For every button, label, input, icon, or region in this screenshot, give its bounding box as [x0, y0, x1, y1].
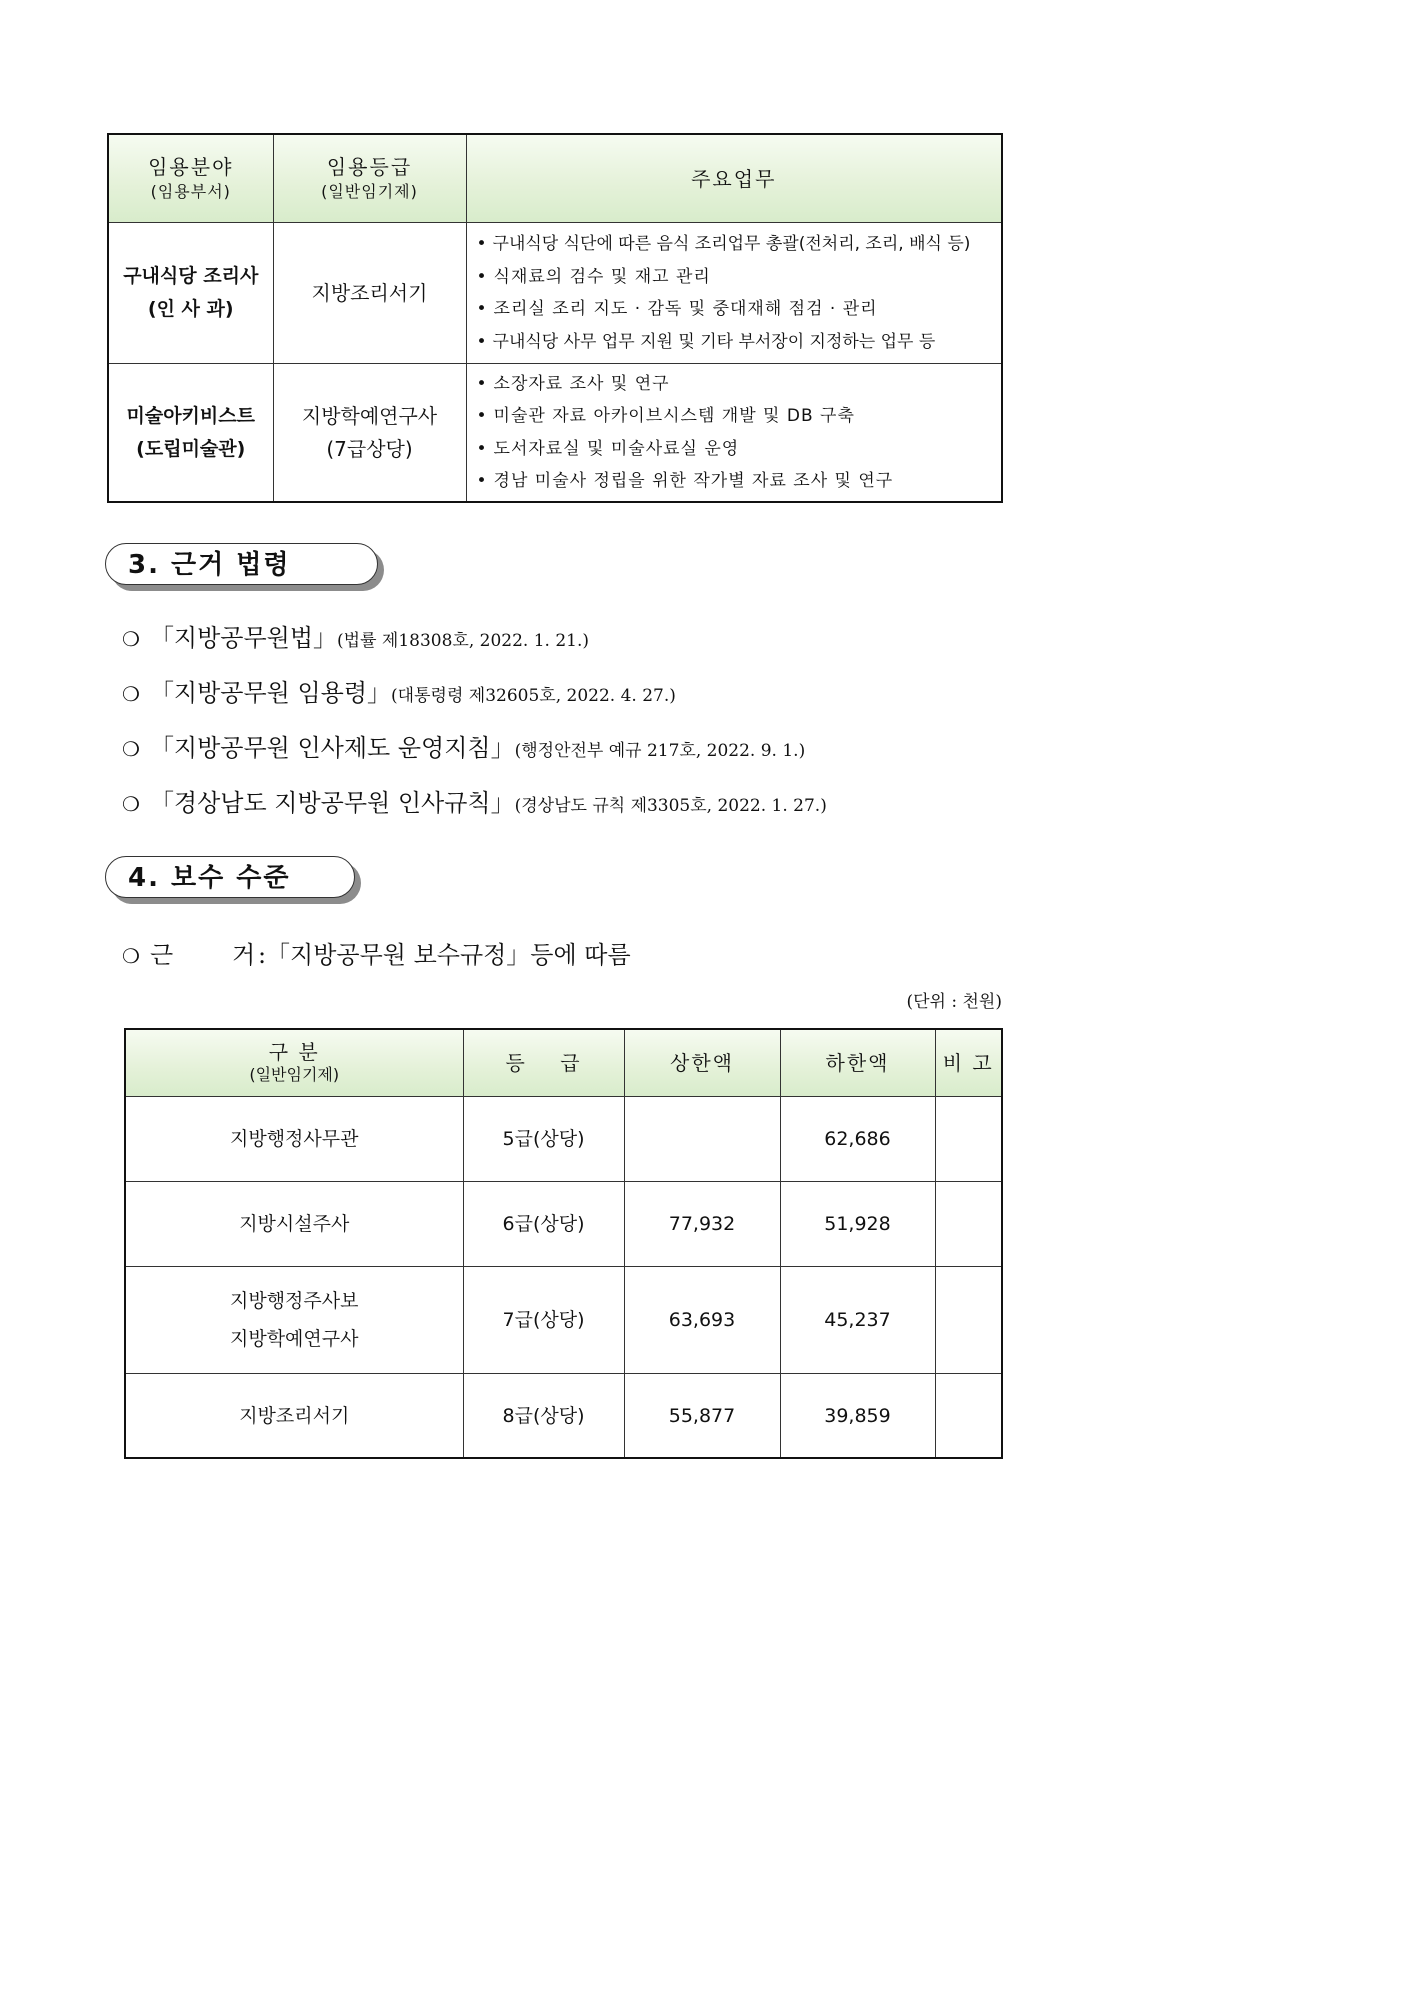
header-note-label: 비 고	[942, 1051, 994, 1075]
position-grade: 지방조리서기	[311, 280, 428, 305]
basis-label-b: 거	[231, 941, 256, 969]
table-row	[125, 1097, 1002, 1182]
pay-table	[124, 1028, 1003, 1459]
pay-basis	[122, 935, 631, 970]
header-duties-label: 주요업무	[691, 166, 777, 191]
upper-cell: 77,932	[624, 1182, 780, 1267]
header-grade-sub: (일반임기제)	[321, 181, 418, 201]
law-name: 「지방공무원 인사제도 운영지침」	[149, 734, 515, 762]
table-row	[108, 364, 1002, 503]
header-upper	[624, 1029, 780, 1097]
category-cell	[125, 1374, 463, 1459]
law-item	[122, 673, 676, 708]
basis-label	[150, 935, 258, 970]
position-dept: (도립미술관)	[136, 437, 246, 460]
note-cell	[935, 1267, 1002, 1374]
grade-cell: 8급(상당)	[463, 1374, 624, 1459]
law-name: 「지방공무원 임용령」	[149, 679, 392, 707]
header-category-label: 구 분	[268, 1040, 320, 1064]
position-field: 미술아키비스트	[126, 404, 255, 427]
law-item	[122, 783, 827, 818]
table-row	[125, 1182, 1002, 1267]
header-lower-label: 하한액	[825, 1051, 890, 1075]
position-grade-cell	[273, 364, 466, 503]
duty-item: • 소장자료 조사 및 연구	[477, 368, 1002, 401]
basis-label-a: 근	[149, 941, 174, 969]
category-cell	[125, 1182, 463, 1267]
positions-table	[107, 133, 1003, 503]
position-duties-cell	[466, 364, 1002, 503]
circle-bullet-icon: ❍	[122, 627, 140, 651]
position-grade-sub: (7급상당)	[326, 436, 413, 461]
law-ref: (법률 제18308호, 2022. 1. 21.)	[337, 631, 590, 651]
category-title: 지방행정주사보	[230, 1290, 359, 1312]
header-grade-label: 등 급	[505, 1051, 582, 1075]
note-cell	[935, 1182, 1002, 1267]
header-field-label: 임용분야	[148, 154, 234, 179]
duty-item: • 경남 미술사 정립을 위한 작가별 자료 조사 및 연구	[477, 465, 1002, 498]
header-grade	[273, 134, 466, 223]
table-row	[125, 1374, 1002, 1459]
category-cell	[125, 1097, 463, 1182]
section-3-title: 3. 근거 법령	[105, 543, 378, 585]
category-title: 지방시설주사	[239, 1213, 350, 1235]
header-field-sub: (임용부서)	[150, 181, 231, 201]
header-field	[108, 134, 273, 223]
grade-cell: 6급(상당)	[463, 1182, 624, 1267]
upper-cell: 55,877	[624, 1374, 780, 1459]
law-item	[122, 618, 589, 653]
grade-cell: 7급(상당)	[463, 1267, 624, 1374]
position-field: 구내식당 조리사	[123, 265, 259, 287]
circle-bullet-icon: ❍	[122, 682, 140, 706]
lower-cell: 62,686	[780, 1097, 935, 1182]
header-category	[125, 1029, 463, 1097]
table-row	[108, 223, 1002, 364]
lower-cell: 51,928	[780, 1182, 935, 1267]
position-duties-cell	[466, 223, 1002, 364]
upper-cell: 63,693	[624, 1267, 780, 1374]
duty-item: • 조리실 조리 지도 · 감독 및 중대재해 점검 · 관리	[477, 293, 1002, 326]
header-upper-label: 상한액	[670, 1051, 734, 1075]
circle-bullet-icon: ❍	[122, 737, 140, 761]
duty-list	[467, 368, 1002, 498]
circle-bullet-icon: ❍	[122, 792, 140, 816]
header-note	[935, 1029, 1002, 1097]
law-ref: (행정안전부 예규 217호, 2022. 9. 1.)	[514, 741, 806, 761]
section-4-title: 4. 보수 수준	[105, 856, 355, 898]
table-row	[125, 1267, 1002, 1374]
law-ref: (대통령령 제32605호, 2022. 4. 27.)	[391, 686, 676, 706]
law-name: 「경상남도 지방공무원 인사규칙」	[149, 789, 515, 817]
position-grade-cell	[273, 223, 466, 364]
grade-cell: 5급(상당)	[463, 1097, 624, 1182]
duty-list	[467, 228, 1002, 358]
basis-text: :「지방공무원 보수규정」등에 따름	[257, 941, 631, 969]
duty-item: • 미술관 자료 아카이브시스템 개발 및 DB 구축	[477, 400, 1002, 433]
circle-bullet-icon: ❍	[122, 944, 140, 968]
upper-cell	[624, 1097, 780, 1182]
category-title: 지방조리서기	[239, 1404, 350, 1427]
duty-item: • 식재료의 검수 및 재고 관리	[477, 261, 1002, 294]
positions-header-row	[108, 134, 1002, 223]
header-grade-label: 임용등급	[326, 154, 413, 179]
lower-cell: 39,859	[780, 1374, 935, 1459]
position-grade: 지방학예연구사	[301, 403, 438, 428]
law-name: 「지방공무원법」	[149, 624, 338, 652]
note-cell	[935, 1097, 1002, 1182]
lower-cell: 45,237	[780, 1267, 935, 1374]
position-field-cell	[108, 223, 273, 364]
duty-item: • 도서자료실 및 미술사료실 운영	[477, 433, 1002, 466]
note-cell	[935, 1374, 1002, 1459]
header-category-sub: (일반임기제)	[249, 1065, 340, 1084]
category-title: 지방행정사무관	[230, 1128, 359, 1150]
unit-label: (단위 : 천원)	[906, 992, 1002, 1012]
position-field-cell	[108, 364, 273, 503]
header-grade	[463, 1029, 624, 1097]
header-lower	[780, 1029, 935, 1097]
law-item	[122, 728, 805, 763]
duty-item: • 구내식당 사무 업무 지원 및 기타 부서장이 지정하는 업무 등	[477, 326, 1002, 359]
category-cell	[125, 1267, 463, 1374]
category-title: 지방학예연구사	[230, 1328, 359, 1350]
pay-header-row	[125, 1029, 1002, 1097]
position-dept: (인 사 과)	[147, 298, 234, 320]
law-ref: (경상남도 규칙 제3305호, 2022. 1. 27.)	[514, 796, 827, 816]
duty-item: • 구내식당 식단에 따른 음식 조리업무 총괄(전처리, 조리, 배식 등)	[477, 228, 1002, 261]
header-duties	[466, 134, 1002, 223]
